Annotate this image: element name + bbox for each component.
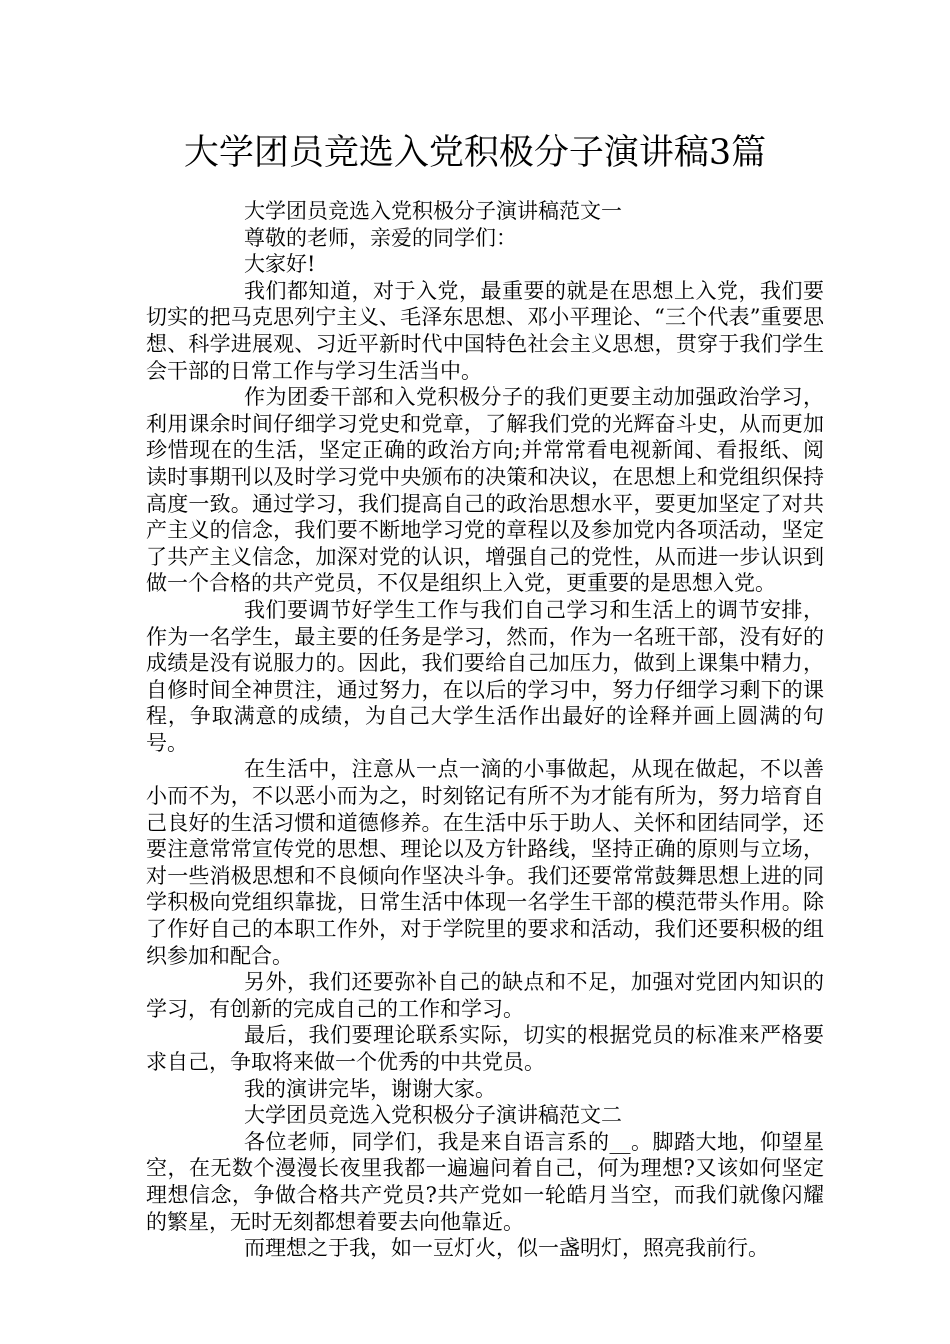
body-paragraph: 作为团委干部和入党积极分子的我们更要主动加强政治学习，利用课余时间仔细学习党史和党章，了解我们党的光辉奋斗史，从而更加珍惜现在的生活，坚定正确的政治方向;并常常看电视新闻、看报纸、阅读时事期刊以及时学习党中央颁布的决策和决议，在思想上和党组织保持高度一致。通过学习，我们提高自己的政治思想水平，要更加坚定了对共产主义的信念，我们要不断地学习党的章程以及参加党内各项活动，坚定了共产主义信念，加深对党的认识，增强自己的党性，从而进一步认识到做一个合格的共产党员，不仅是组织上入党，更重要的是思想入党。 xyxy=(146,385,824,596)
body-paragraph: 最后，我们要理论联系实际，切实的根据党员的标准来严格要求自己，争取将来做一个优秀的中共党员。 xyxy=(146,1023,824,1074)
greeting: 大家好! xyxy=(244,252,316,277)
body-paragraph: 另外，我们还要弥补自己的缺点和不足，加强对党团内知识的学习，有创新的完成自己的工作和学习。 xyxy=(146,970,824,1021)
section-heading-1: 大学团员竞选入党积极分子演讲稿范文一 xyxy=(244,199,622,223)
body-paragraph: 在生活中，注意从一点一滴的小事做起，从现在做起，不以善小而不为，不以恶小而为之，时刻铭记有所不为才能有所为，努力培育自己良好的生活习惯和道德修养。在生活中乐于助人、关怀和团结同学，还要注意常常宣传党的思想、理论以及方针路线，坚持正确的原则与立场，对一些消极思想和不良倾向作坚决斗争。我们还要常常鼓舞思想上进的同学积极向党组织靠拢，日常生活中体现一名学生干部的模范带头作用。除了作好自己的本职工作外，对于学院里的要求和活动，我们还要积极的组织参加和配合。 xyxy=(146,757,824,968)
salutation: 尊敬的老师，亲爱的同学们： xyxy=(244,225,517,250)
body-paragraph: 我们都知道，对于入党，最重要的就是在思想上入党，我们要切实的把马克思列宁主义、毛泽东思想、邓小平理论、“三个代表”重要思想、科学进展观、习近平新时代中国特色社会主义思想，贯穿于我们学生会干部的日常工作与学习生活当中。 xyxy=(146,278,824,383)
body-paragraph: 而理想之于我，如一豆灯火，似一盏明灯，照亮我前行。 xyxy=(244,1236,769,1261)
document-body xyxy=(146,198,824,1262)
document-title: 大学团员竞选入党积极分子演讲稿3篇 xyxy=(183,133,767,173)
body-paragraph: 我们要调节好学生工作与我们自己学习和生活上的调节安排，作为一名学生，最主要的任务是学习，然而，作为一名班干部，没有好的成绩是没有说服力的。因此，我们要给自己加压力，做到上课集中精力，自修时间全神贯注，通过努力，在以后的学习中，努力仔细学习剩下的课程，争取满意的成绩，为自己大学生活作出最好的诠释并画上圆满的句号。 xyxy=(146,597,824,755)
section-heading-2: 大学团员竞选入党积极分子演讲稿范文二 xyxy=(244,1103,622,1128)
closing-line: 我的演讲完毕，谢谢大家。 xyxy=(244,1076,496,1101)
body-paragraph: 各位老师，同学们，我是来自语言系的__。脚踏大地，仰望星空，在无数个漫漫长夜里我都一遍遍问着自己，何为理想?又该如何坚定理想信念，争做合格共产党员?共产党如一轮皓月当空，而我们就像闪耀的繁星，无时无刻都想着要去向他靠近。 xyxy=(146,1129,824,1234)
